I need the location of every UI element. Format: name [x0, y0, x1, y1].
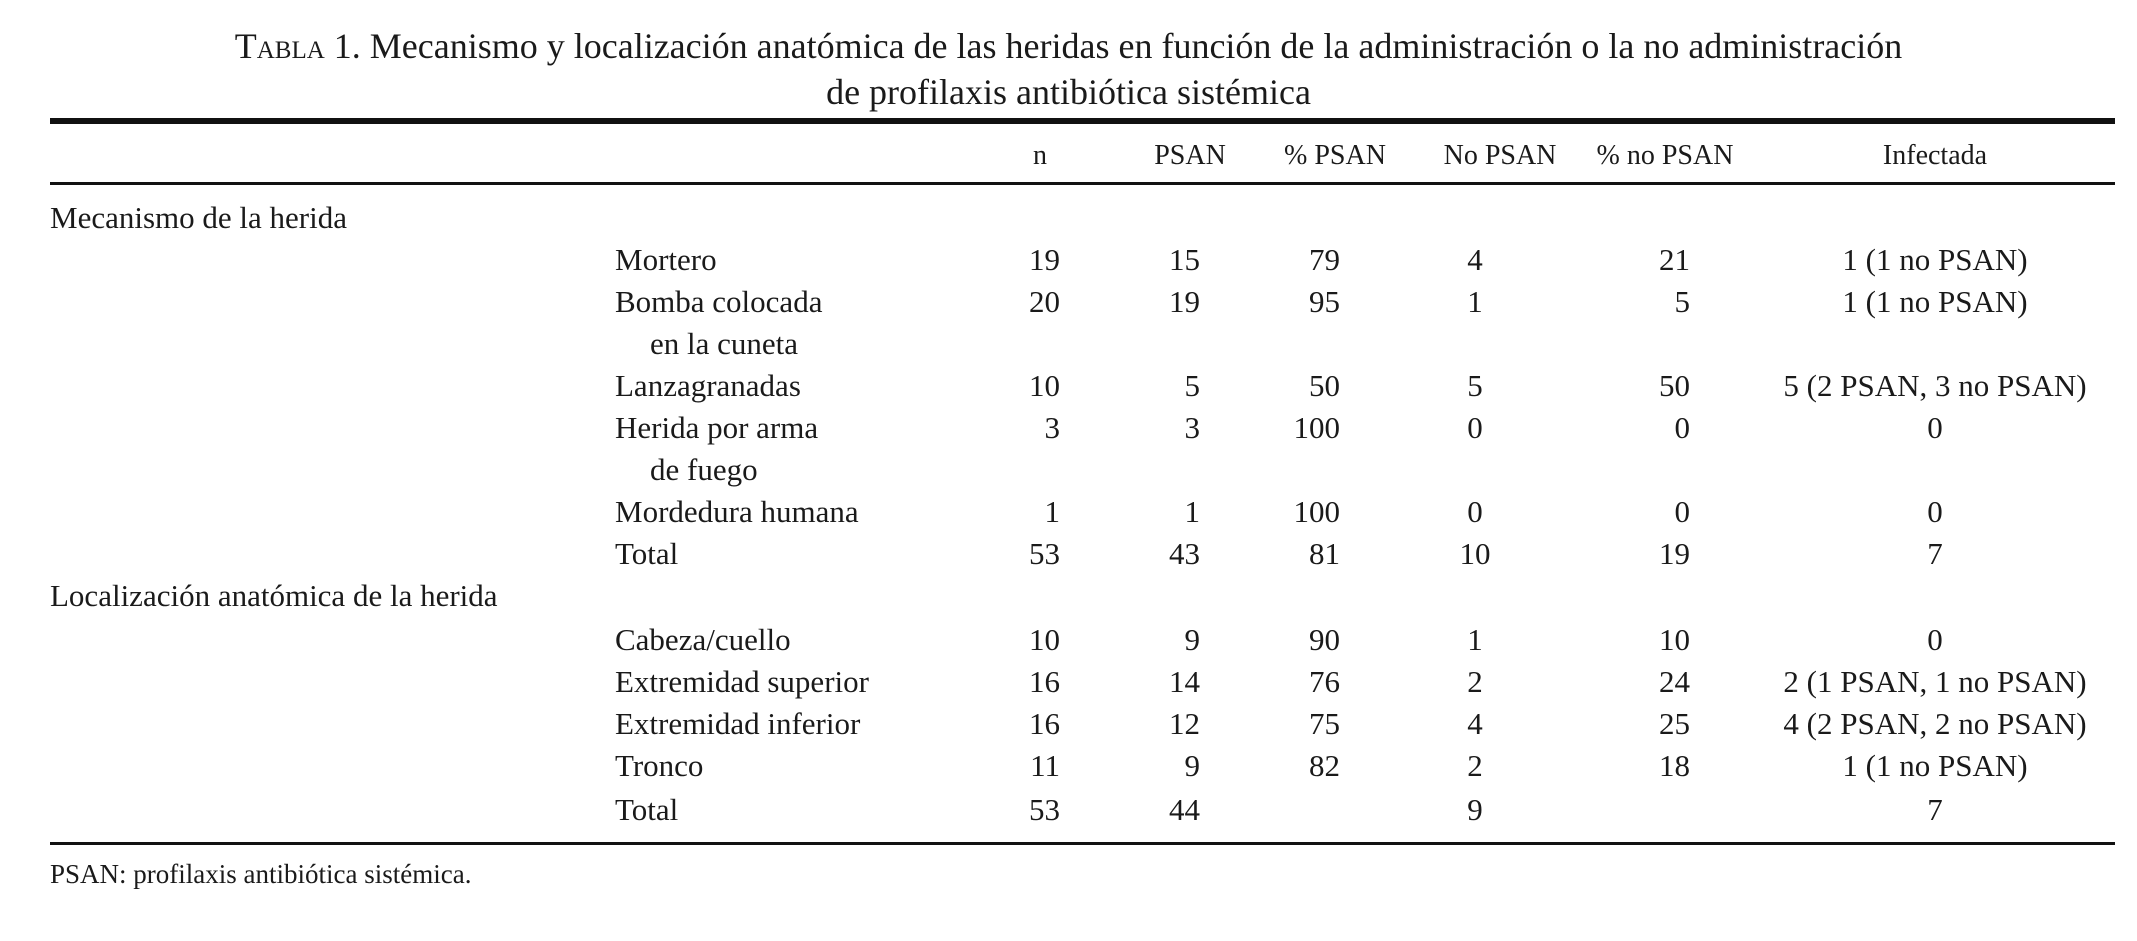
cell-pct-psan: 50	[1309, 368, 1340, 403]
cell-no-psan: 0	[1467, 494, 1483, 529]
cell-psan: 9	[1184, 748, 1200, 783]
cell-no-psan: 10	[1459, 536, 1491, 571]
column-header-no-psan: No PSAN	[1443, 140, 1557, 171]
row-label-total: Total	[615, 536, 679, 571]
cell-psan: 43	[1169, 536, 1200, 571]
cell-pct-psan: 95	[1309, 284, 1340, 319]
row-label-total: Total	[615, 792, 679, 827]
table-bottom-rule	[50, 842, 2115, 845]
section-label-location: Localización anatómica de la herida	[50, 578, 498, 613]
cell-infectada: 0	[1927, 622, 1943, 657]
cell-n: 16	[1029, 664, 1060, 699]
cell-psan: 15	[1169, 242, 1200, 277]
cell-psan: 14	[1169, 664, 1200, 699]
cell-infectada: 5 (2 PSAN, 3 no PSAN)	[1783, 368, 2087, 403]
table-title-text: 1. Mecanismo y localización anatómica de las heridas en función de la administración o la no administración	[324, 26, 1903, 66]
row-label-continuation: de fuego	[650, 452, 758, 487]
cell-infectada: 7	[1927, 792, 1943, 827]
cell-n: 10	[1029, 622, 1060, 657]
cell-psan: 5	[1184, 368, 1200, 403]
cell-no-psan: 1	[1467, 622, 1483, 657]
cell-n: 1	[1044, 494, 1060, 529]
cell-pct-no-psan: 0	[1674, 410, 1690, 445]
cell-pct-psan: 100	[1293, 410, 1340, 445]
cell-pct-no-psan: 25	[1659, 706, 1690, 741]
cell-pct-no-psan: 24	[1659, 664, 1690, 699]
cell-n: 10	[1029, 368, 1060, 403]
cell-infectada: 7	[1927, 536, 1943, 571]
cell-n: 3	[1044, 410, 1060, 445]
cell-n: 19	[1029, 242, 1060, 277]
table-top-rule	[50, 118, 2115, 124]
cell-pct-psan: 100	[1293, 494, 1340, 529]
cell-no-psan: 4	[1467, 706, 1483, 741]
cell-infectada: 0	[1927, 494, 1943, 529]
row-label: Mortero	[615, 242, 717, 277]
column-header-n: n	[1033, 140, 1047, 171]
cell-no-psan: 1	[1467, 284, 1483, 319]
cell-infectada: 2 (1 PSAN, 1 no PSAN)	[1783, 664, 2087, 699]
column-header-infectada: Infectada	[1882, 140, 1988, 171]
cell-psan: 19	[1169, 284, 1200, 319]
cell-no-psan: 5	[1467, 368, 1483, 403]
cell-infectada: 1 (1 no PSAN)	[1842, 242, 2028, 277]
table-header-rule	[50, 182, 2115, 185]
cell-no-psan: 2	[1467, 748, 1483, 783]
cell-psan: 44	[1169, 792, 1200, 827]
cell-psan: 12	[1169, 706, 1200, 741]
table-footnote: PSAN: profilaxis antibiótica sistémica.	[50, 859, 472, 889]
cell-pct-psan: 79	[1309, 242, 1340, 277]
cell-pct-no-psan: 0	[1674, 494, 1690, 529]
cell-infectada: 1 (1 no PSAN)	[1842, 284, 2028, 319]
cell-no-psan: 2	[1467, 664, 1483, 699]
cell-psan: 1	[1184, 494, 1200, 529]
cell-no-psan: 4	[1467, 242, 1483, 277]
table-title-prefix: Tabla	[234, 26, 325, 66]
cell-psan: 9	[1184, 622, 1200, 657]
cell-pct-psan: 81	[1309, 536, 1340, 571]
table-title-line2: de profilaxis antibiótica sistémica	[826, 72, 1311, 112]
cell-psan: 3	[1184, 410, 1200, 445]
column-header-psan: PSAN	[1154, 140, 1226, 171]
column-header-pct-no-psan: % no PSAN	[1596, 140, 1734, 171]
cell-pct-psan: 75	[1309, 706, 1340, 741]
row-label: Mordedura humana	[615, 494, 859, 529]
cell-n: 53	[1029, 536, 1060, 571]
cell-pct-no-psan: 10	[1659, 622, 1690, 657]
row-label: Cabeza/cuello	[615, 622, 791, 657]
row-label-continuation: en la cuneta	[650, 326, 799, 361]
cell-n: 53	[1029, 792, 1060, 827]
cell-pct-psan: 82	[1309, 748, 1340, 783]
cell-no-psan: 9	[1467, 792, 1483, 827]
row-label: Extremidad superior	[615, 664, 869, 699]
cell-infectada: 1 (1 no PSAN)	[1842, 748, 2028, 783]
cell-infectada: 0	[1927, 410, 1943, 445]
cell-pct-no-psan: 5	[1674, 284, 1690, 319]
section-label-mechanism: Mecanismo de la herida	[50, 200, 347, 235]
cell-pct-no-psan: 50	[1659, 368, 1690, 403]
cell-pct-no-psan: 21	[1659, 242, 1690, 277]
row-label: Bomba colocada	[615, 284, 823, 319]
cell-pct-psan: 76	[1309, 664, 1340, 699]
row-label: Lanzagranadas	[615, 368, 801, 403]
row-label: Tronco	[615, 748, 704, 783]
cell-no-psan: 0	[1467, 410, 1483, 445]
cell-pct-psan: 90	[1309, 622, 1340, 657]
row-label: Herida por arma	[615, 410, 819, 445]
cell-infectada: 4 (2 PSAN, 2 no PSAN)	[1783, 706, 2087, 741]
cell-pct-no-psan: 18	[1659, 748, 1690, 783]
row-label: Extremidad inferior	[615, 706, 861, 741]
table-title	[0, 24, 2137, 68]
cell-n: 11	[1030, 748, 1060, 783]
cell-n: 20	[1029, 284, 1060, 319]
cell-pct-no-psan: 19	[1659, 536, 1690, 571]
cell-n: 16	[1029, 706, 1060, 741]
column-header-pct-psan: % PSAN	[1284, 140, 1386, 171]
